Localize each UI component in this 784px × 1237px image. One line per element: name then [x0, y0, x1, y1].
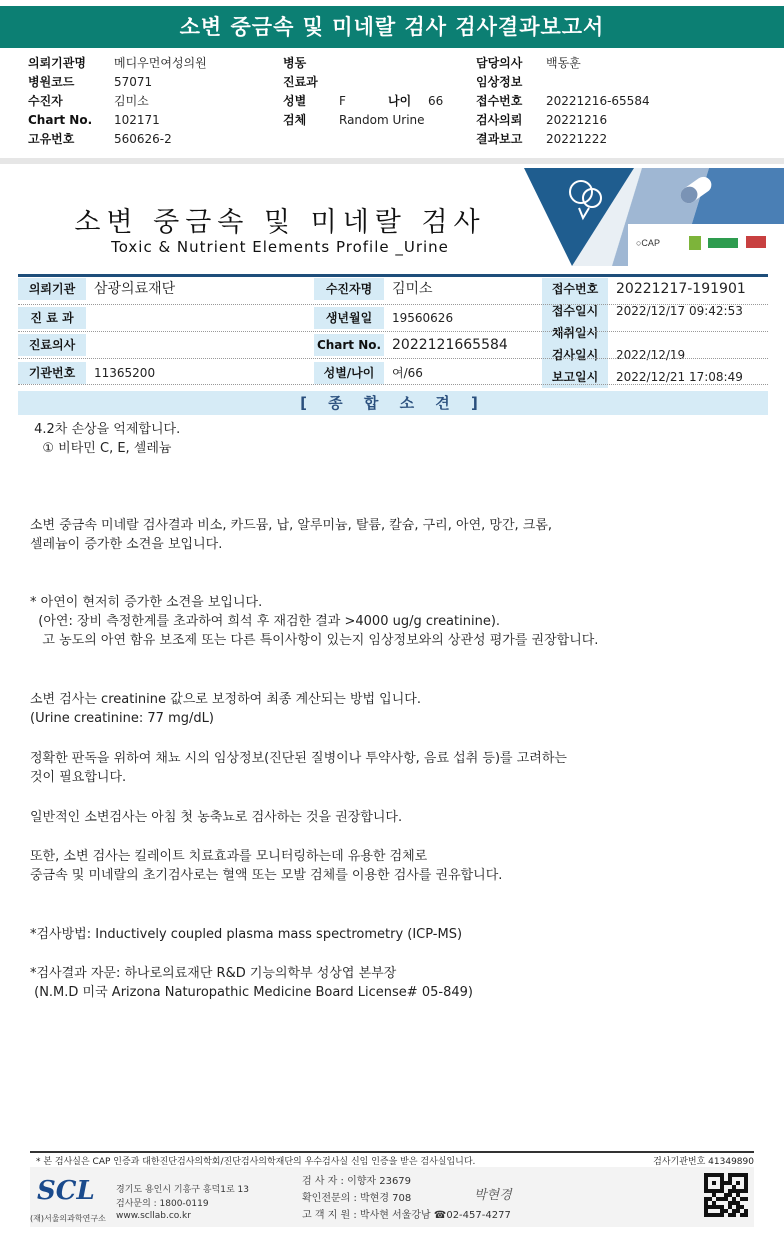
summary-line: 고 농도의 아연 함유 보조제 또는 다른 특이사항이 있는지 임상정보와의 상관성 평가를 권장합니다. [30, 633, 599, 648]
info-value: 19560626 [392, 311, 454, 325]
info-label: 생년월일 [314, 307, 384, 329]
summary-line: 것이 필요합니다. [30, 770, 127, 785]
meta-value: 560626-2 [114, 132, 172, 146]
info-value: 20221217-191901 [616, 281, 746, 297]
signature: 박현경 [474, 1188, 512, 1203]
report-title-bar: 소변 중금속 및 미네랄 검사 검사결과보고서 [0, 6, 784, 48]
row-divider [18, 358, 768, 359]
meta-row [0, 54, 784, 73]
summary-line: *검사방법: Inductively coupled plasma mass spectrometry (ICP-MS) [30, 927, 463, 942]
summary-line: 소변 검사는 creatinine 값으로 보정하여 최종 계산되는 방법 입니다. [30, 692, 421, 707]
meta-value: 57071 [114, 75, 153, 89]
meta-value: 66 [428, 94, 444, 108]
info-value: 11365200 [94, 366, 156, 380]
meta-label: 병원코드 [28, 75, 75, 89]
summary-line: 정확한 판독을 위하여 채뇨 시의 임상정보(진단된 질병이나 투약사항, 음료 섭취 등)를 고려하는 [30, 751, 567, 766]
meta-value: Random Urine [339, 113, 425, 127]
info-label: 진료의사 [18, 334, 86, 356]
info-value [610, 322, 768, 344]
staff-line: 검 사 자 : 이향자 23679 [302, 1176, 412, 1187]
summary-line: *검사결과 자문: 하나로의료재단 R&D 기능의학부 성상엽 본부장 [30, 966, 397, 981]
banner-graphic [524, 168, 784, 266]
info-label: 기관번호 [18, 362, 86, 384]
summary-line: ① 비타민 C, E, 셀레늄 [30, 441, 172, 456]
report-subheading: Toxic & Nutrient Elements Profile _Urine [111, 238, 449, 256]
meta-value: 20221216 [546, 113, 608, 127]
meta-label: 임상정보 [476, 75, 523, 89]
summary-line: 4.2차 손상을 억제합니다. [30, 422, 181, 437]
summary-line: (아연: 장비 측정한계를 초과하여 희석 후 재검한 결과 >4000 ug/g creatinine). [30, 614, 501, 629]
summary-line: (Urine creatinine: 77 mg/dL) [30, 711, 214, 726]
divider [0, 158, 784, 164]
meta-label: 병동 [283, 56, 307, 70]
meta-row [0, 111, 784, 130]
lab-address: 경기도 용인시 기흥구 흥덕1로 13 [116, 1185, 249, 1195]
summary-line: (N.M.D 미국 Arizona Naturopathic Medicine Board License# 05-849) [30, 985, 473, 1000]
info-label: 의뢰기관 [18, 278, 86, 300]
info-value: 여/66 [392, 366, 423, 380]
info-label: 접수번호 [542, 278, 608, 300]
footer-divider [30, 1151, 754, 1153]
info-label: 진 료 과 [18, 307, 86, 329]
info-value: 2022/12/17 09:42:53 [616, 304, 743, 318]
meta-row [0, 92, 784, 111]
meta-label: 나이 [388, 94, 412, 108]
lab-code: 검사기관번호 41349890 [653, 1157, 754, 1167]
scl-logo-caption: (재)서울의과학연구소 [30, 1214, 106, 1223]
lab-phone: 검사문의 : 1800-0119 [116, 1199, 209, 1209]
logo-banner [524, 168, 784, 266]
summary-line: 또한, 소변 검사는 킬레이트 치료효과를 모니터링하는데 유용한 검체로 [30, 849, 428, 864]
info-label: Chart No. [314, 334, 384, 356]
info-label: 수진자명 [314, 278, 384, 300]
row-divider [18, 331, 768, 332]
row-divider [18, 304, 768, 305]
meta-label: 진료과 [283, 75, 318, 89]
summary-section-title: [ 종 합 소 견 ] [18, 391, 768, 415]
summary-line: * 아연이 현저히 증가한 소견을 보입니다. [30, 595, 263, 610]
meta-label: 결과보고 [476, 132, 523, 146]
meta-label: 고유번호 [28, 132, 75, 146]
scl-logo: SCL [37, 1176, 95, 1206]
report-heading: 소변 중금속 및 미네랄 검사 [74, 207, 486, 238]
info-label: 성별/나이 [314, 362, 384, 384]
meta-label: Chart No. [28, 113, 93, 127]
info-value [88, 334, 312, 356]
meta-value: 20221222 [546, 132, 608, 146]
meta-value: 메디우먼여성의원 [114, 56, 207, 70]
meta-value: 102171 [114, 113, 160, 127]
staff-line: 확인전문의 : 박현경 708 [302, 1193, 412, 1204]
summary-line: 일반적인 소변검사는 아침 첫 농축뇨로 검사하는 것을 권장합니다. [30, 810, 403, 825]
meta-label: 성별 [283, 94, 307, 108]
staff-line: 고 객 지 원 : 박사현 서울강남 ☎02-457-4277 [302, 1210, 511, 1221]
table-top-border [18, 274, 768, 277]
certification-note: * 본 검사실은 CAP 인증과 대한진단검사의학회/진단검사의학재단의 우수검사실 신임 인증을 받은 검사실입니다. [36, 1157, 476, 1167]
meta-label: 검사의뢰 [476, 113, 523, 127]
row-divider [18, 384, 768, 385]
info-value: 김미소 [392, 281, 433, 297]
meta-label: 접수번호 [476, 94, 523, 108]
patient-meta-block [0, 54, 784, 154]
meta-row [0, 73, 784, 92]
qr-code-icon[interactable] [704, 1173, 748, 1217]
info-value [88, 307, 312, 329]
svg-text:○CAP: ○CAP [636, 238, 660, 248]
info-label: 보고일시 [542, 366, 608, 388]
summary-line: 중금속 및 미네랄의 초기검사로는 혈액 또는 모발 검체를 이용한 검사를 권유합니다. [30, 868, 503, 883]
meta-value: 김미소 [114, 94, 149, 108]
info-value: 삼광의료재단 [94, 281, 176, 297]
summary-line: 셀레늄이 증가한 소견을 보입니다. [30, 537, 223, 552]
meta-label: 의뢰기관명 [28, 56, 86, 70]
meta-value: 백동훈 [546, 56, 581, 70]
meta-label: 수진자 [28, 94, 63, 108]
meta-label: 검체 [283, 113, 307, 127]
meta-value: 20221216-65584 [546, 94, 650, 108]
meta-value: F [339, 94, 346, 108]
meta-label: 담당의사 [476, 56, 523, 70]
meta-row [0, 130, 784, 149]
info-value: 2022/12/19 [616, 348, 686, 362]
info-label: 채취일시 [542, 322, 608, 344]
info-label: 접수일시 [542, 300, 608, 322]
lab-website[interactable]: www.scllab.co.kr [116, 1211, 191, 1221]
summary-line: 소변 중금속 미네랄 검사결과 비소, 카드뮴, 납, 알루미늄, 탈륨, 칼슘, 구리, 아연, 망간, 크롬, [30, 518, 553, 533]
info-label: 검사일시 [542, 344, 608, 366]
info-value: 2022/12/21 17:08:49 [616, 370, 743, 384]
info-value: 2022121665584 [392, 337, 508, 353]
